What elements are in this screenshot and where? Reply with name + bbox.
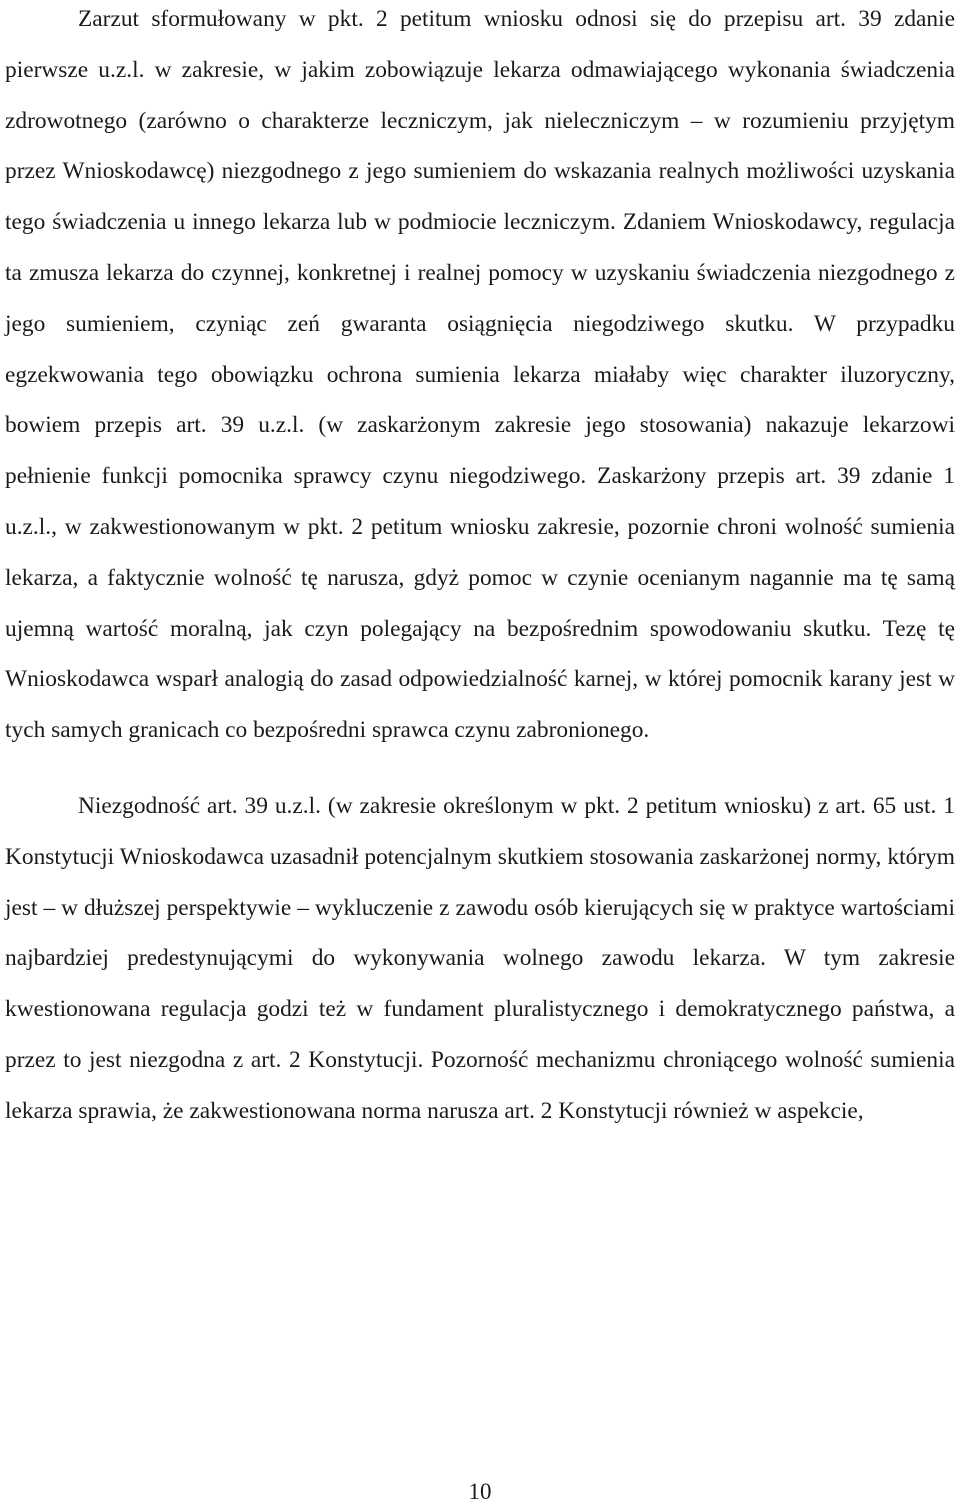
page-number: 10 (468, 1479, 492, 1504)
document-page (5, 0, 955, 1137)
paragraph-objection-pkt-2: Zarzut sformułowany w pkt. 2 petitum wniosku odnosi się do przepisu art. 39 zdanie pierwsze u.z.l. w zakresie, w jakim zobowiązuje lekarza odmawiającego wykonania świadczenia zdrowotnego (zarówno o charakterze leczniczym, jak nieleczniczym – w rozumieniu przyjętym przez Wnioskodawcę) niezgodnego z jego sumieniem do wskazania realnych możliwości uzyskania tego świadczenia u innego lekarza lub w podmiocie leczniczym. Zdaniem Wnioskodawcy, regulacja ta zmusza lekarza do czynnej, konkretnej i realnej pomocy w uzyskaniu świadczenia niezgodnego z jego sumieniem, czyniąc zeń gwaranta osiągnięcia niegodziwego skutku. W przypadku egzekwowania tego obowiązku ochrona sumienia lekarza miałaby więc charakter iluzoryczny, bowiem przepis art. 39 u.z.l. (w zaskarżonym zakresie jego stosowania) nakazuje lekarzowi pełnienie funkcji pomocnika sprawcy czynu niegodziwego. Zaskarżony przepis art. 39 zdanie 1 u.z.l., w zakwestionowanym w pkt. 2 petitum wniosku zakresie, pozornie chroni wolność sumienia lekarza, a faktycznie wolność tę narusza, gdyż pomoc w czynie ocenianym nagannie ma tę samą ujemną wartość moralną, jak czyn polegający na bezpośrednim spowodowaniu skutku. Tezę tę Wnioskodawca wsparł analogią do zasad odpowiedzialność karnej, w której pomocnik karany jest w tych samych granicach co bezpośredni sprawca czynu zabronionego. (5, 6, 955, 744)
paragraph-constitution-art-65: Niezgodność art. 39 u.z.l. (w zakresie określonym w pkt. 2 petitum wniosku) z art. 65 ust. 1 Konstytucji Wnioskodawca uzasadnił potencjalnym skutkiem stosowania zaskarżonej normy, którym jest – w dłuższej perspektywie – wykluczenie z zawodu osób kierujących się w praktyce wartościami najbardziej predestynującymi do wykonywania wolnego zawodu lekarza. W tym zakresie kwestionowana regulacja godzi też w fundament pluralistycznego i demokratycznego państwa, a przez to jest niezgodna z art. 2 Konstytucji. Pozorność mechanizmu chroniącego wolność sumienia lekarza sprawia, że zakwestionowana norma narusza art. 2 Konstytucji również w aspekcie, (5, 792, 955, 1124)
